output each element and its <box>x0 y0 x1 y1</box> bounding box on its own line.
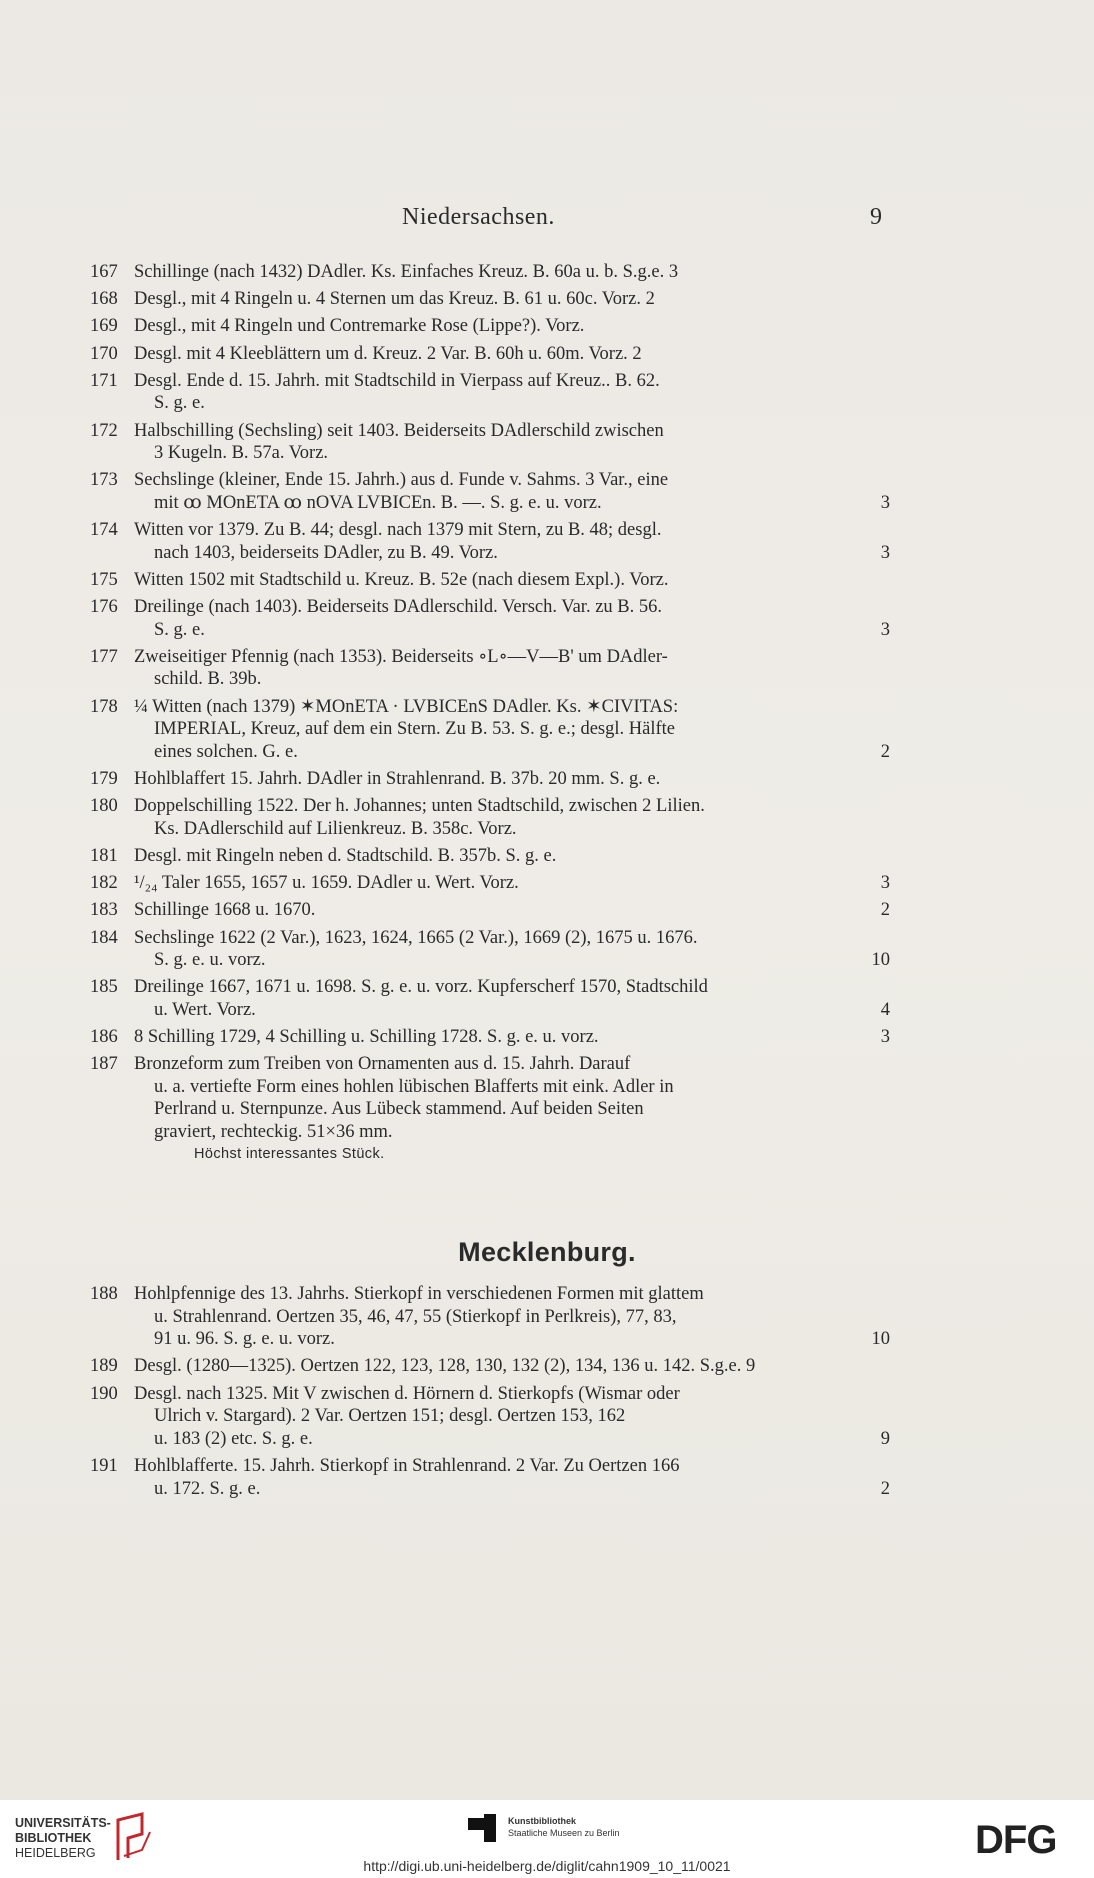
entry-line-text: Desgl. mit Ringeln neben d. Stadtschild. B. 357b. S. g. e. <box>134 845 557 866</box>
library-name-line: HEIDELBERG <box>15 1846 96 1860</box>
catalog-entry <box>90 569 890 592</box>
section-niedersachsen <box>90 261 890 1162</box>
entry-price: 3 <box>880 873 890 894</box>
entry-line <box>134 845 890 868</box>
entry-text <box>134 420 890 465</box>
entry-line <box>134 718 890 741</box>
catalog-entry <box>90 596 890 641</box>
entry-line <box>134 646 890 669</box>
catalog-entry <box>90 899 890 922</box>
entry-line <box>134 1283 890 1306</box>
catalog-entry <box>90 469 890 514</box>
kunstbibliothek-logo-icon <box>466 1812 498 1844</box>
entry-price: 2 <box>880 900 890 921</box>
entry-line <box>134 1355 890 1378</box>
entry-text <box>134 768 890 791</box>
entry-line <box>134 872 890 895</box>
entry-line-text: u. a. vertiefte Form eines hohlen lübischen Blafferts mit eink. Adler in <box>154 1076 674 1097</box>
entry-number: 167 <box>90 262 118 282</box>
entry-text <box>134 976 890 1021</box>
entry-number: 182 <box>90 873 118 894</box>
dfg-logo[interactable]: DFG <box>975 1818 1057 1862</box>
entry-number: 189 <box>90 1356 118 1377</box>
entry-number: 187 <box>90 1054 118 1075</box>
entry-line-text: 3 Kugeln. B. 57a. Vorz. <box>154 443 329 464</box>
entry-line-text: u. Wert. Vorz. <box>154 999 256 1020</box>
entry-line-text: ¹/₂₄ Taler 1655, 1657 u. 1659. DAdler u. Wert. Vorz. <box>134 873 519 894</box>
entry-number: 185 <box>90 977 118 998</box>
entry-line-text: S. g. e. u. vorz. <box>154 950 266 971</box>
footer-bar <box>0 1800 1094 1878</box>
entry-line-text: Hohlpfennige des 13. Jahrhs. Stierkopf in verschiedenen Formen mit glattem <box>134 1284 704 1304</box>
entry-text <box>134 288 890 311</box>
entry-line <box>134 1478 890 1501</box>
entry-line-text: Bronzeform zum Treiben von Ornamenten aus d. 15. Jahrh. Darauf <box>134 1054 631 1075</box>
section-mecklenburg <box>90 1283 890 1505</box>
entry-text <box>134 519 890 564</box>
page-number: 9 <box>870 204 882 230</box>
entry-text <box>134 1026 890 1049</box>
catalog-entry <box>90 872 890 895</box>
entry-line-text: Witten vor 1379. Zu B. 44; desgl. nach 1379 mit Stern, zu B. 48; desgl. <box>134 520 662 541</box>
catalog-entry <box>90 927 890 972</box>
entry-number: 184 <box>90 927 118 948</box>
entry-line <box>134 976 890 999</box>
entry-line <box>134 619 890 642</box>
entry-line <box>134 1076 890 1099</box>
entry-line <box>134 668 890 691</box>
catalog-entry <box>90 1455 890 1500</box>
entry-text <box>134 1283 890 1351</box>
entry-price: 9 <box>880 1428 890 1449</box>
entry-line-text: Desgl., mit 4 Ringeln u. 4 Sternen um das Kreuz. B. 61 u. 60c. Vorz. 2 <box>134 289 655 310</box>
entry-price: 2 <box>880 741 890 762</box>
entry-line <box>134 492 890 515</box>
entry-line <box>134 1026 890 1049</box>
entry-line <box>134 818 890 841</box>
entry-text <box>134 899 890 922</box>
entry-number: 176 <box>90 597 118 618</box>
entry-line <box>134 1053 890 1076</box>
entry-price: 3 <box>880 1027 890 1048</box>
entry-line <box>134 741 890 764</box>
entry-line <box>134 542 890 565</box>
entry-line-text: u. 172. S. g. e. <box>154 1478 261 1499</box>
entry-line <box>134 469 890 492</box>
entry-line-text: Dreilinge (nach 1403). Beiderseits DAdlerschild. Versch. Var. zu B. 56. <box>134 597 662 618</box>
catalog-entry <box>90 1026 890 1049</box>
entry-line <box>134 1306 890 1329</box>
catalog-entry <box>90 343 890 366</box>
entry-number: 174 <box>90 520 118 541</box>
entry-line-text: ¼ Witten (nach 1379) ✶MOnETA · LVBICEnS DAdler. Ks. ✶CIVITAS: <box>134 696 679 717</box>
entry-line <box>134 261 890 284</box>
entry-line <box>134 1383 890 1406</box>
catalog-entry <box>90 370 890 415</box>
entry-note: Höchst interessantes Stück. <box>194 1146 385 1163</box>
entry-number: 169 <box>90 316 118 337</box>
entry-line-text: schild. B. 39b. <box>154 669 262 690</box>
entry-price: 3 <box>880 619 890 640</box>
entry-number: 183 <box>90 900 118 921</box>
entry-line-text: nach 1403, beiderseits DAdler, zu B. 49. Vorz. <box>154 542 498 563</box>
entry-line <box>134 596 890 619</box>
catalog-entry <box>90 315 890 338</box>
entry-number: 180 <box>90 796 118 817</box>
library-name-line: BIBLIOTHEK <box>15 1831 92 1845</box>
entry-line <box>134 569 890 592</box>
entry-line-text: Perlrand u. Sternpunze. Aus Lübeck stammend. Auf beiden Seiten <box>154 1099 644 1120</box>
entry-line-text: Halbschilling (Sechsling) seit 1403. Beiderseits DAdlerschild zwischen <box>134 420 664 441</box>
entry-number: 175 <box>90 569 118 590</box>
entry-number: 177 <box>90 646 118 667</box>
entry-number: 171 <box>90 370 118 391</box>
entry-line <box>134 420 890 443</box>
entry-line-text: Schillinge (nach 1432) DAdler. Ks. Einfaches Kreuz. B. 60a u. b. S.g.e. 3 <box>134 262 679 282</box>
entry-line <box>134 696 890 719</box>
entry-line <box>134 949 890 972</box>
entry-line <box>134 370 890 393</box>
entry-price: 10 <box>871 950 890 971</box>
entry-line <box>134 1328 890 1351</box>
entry-text <box>134 927 890 972</box>
catalog-entry <box>90 420 890 465</box>
entry-line-text: Doppelschilling 1522. Der h. Johannes; unten Stadtschild, zwischen 2 Lilien. <box>134 796 705 817</box>
running-header <box>0 204 1094 234</box>
catalog-entry <box>90 1383 890 1451</box>
entry-line-text: Sechslinge 1622 (2 Var.), 1623, 1624, 1665 (2 Var.), 1669 (2), 1675 u. 1676. <box>134 927 698 948</box>
entry-line-text: S. g. e. <box>154 393 205 414</box>
catalog-entry <box>90 646 890 691</box>
entry-line-text: Hohlblaffert 15. Jahrh. DAdler in Strahlenrand. B. 37b. 20 mm. S. g. e. <box>134 769 661 789</box>
entry-line-text: Schillinge 1668 u. 1670. <box>134 900 316 921</box>
entry-price: 4 <box>880 999 890 1020</box>
entry-number: 188 <box>90 1284 118 1304</box>
entry-line <box>134 1405 890 1428</box>
entry-text <box>134 596 890 641</box>
entry-line-text: Ks. DAdlerschild auf Lilienkreuz. B. 358c. Vorz. <box>154 818 517 839</box>
entry-text <box>134 696 890 764</box>
entry-line <box>134 999 890 1022</box>
entry-number: 172 <box>90 420 118 441</box>
entry-number: 191 <box>90 1455 118 1476</box>
kunstbibliothek-title: Kunstbibliothek <box>508 1816 576 1826</box>
entry-line <box>134 1455 890 1478</box>
catalog-entry <box>90 1355 890 1378</box>
entry-line-text: S. g. e. <box>154 619 205 640</box>
entry-line <box>134 442 890 465</box>
entry-text <box>134 845 890 868</box>
entry-text <box>134 795 890 840</box>
entry-text <box>134 370 890 415</box>
entry-line-text: graviert, rechteckig. 51×36 mm. <box>154 1122 393 1143</box>
catalog-entry <box>90 795 890 840</box>
entry-text <box>134 1383 890 1451</box>
entry-price: 3 <box>880 492 890 513</box>
entry-text <box>134 469 890 514</box>
entry-line-text: Desgl. mit 4 Kleeblättern um d. Kreuz. 2 Var. B. 60h u. 60m. Vorz. 2 <box>134 343 642 364</box>
catalog-entry <box>90 261 890 284</box>
entry-line <box>134 315 890 338</box>
entry-line-text: u. 183 (2) etc. S. g. e. <box>154 1428 313 1449</box>
entry-line-text: eines solchen. G. e. <box>154 741 298 762</box>
library-name-line: UNIVERSITÄTS- <box>15 1816 111 1830</box>
entry-number: 186 <box>90 1027 118 1048</box>
entry-price: 2 <box>880 1478 890 1499</box>
entry-line <box>134 288 890 311</box>
entry-line <box>134 927 890 950</box>
catalog-entry <box>90 1053 890 1143</box>
entry-line-text: mit ꝏ MOnETA ꝏ nOVA LVBICEn. B. —. S. g. e. u. vorz. <box>154 492 602 513</box>
entry-line <box>134 768 890 791</box>
entry-line-text: Hohlblafferte. 15. Jahrh. Stierkopf in Strahlenrand. 2 Var. Zu Oertzen 166 <box>134 1455 680 1476</box>
entry-number: 173 <box>90 470 118 491</box>
entry-price: 3 <box>880 542 890 563</box>
entry-line-text: Ulrich v. Stargard). 2 Var. Oertzen 151; desgl. Oertzen 153, 162 <box>154 1406 626 1427</box>
kunstbibliothek-label[interactable] <box>508 1815 620 1839</box>
entry-line <box>134 392 890 415</box>
entry-number: 178 <box>90 696 118 717</box>
entry-number: 170 <box>90 343 118 364</box>
entry-line-text: Desgl. Ende d. 15. Jahrh. mit Stadtschild in Vierpass auf Kreuz.. B. 62. <box>134 370 660 391</box>
entry-line-text: Witten 1502 mit Stadtschild u. Kreuz. B. 52e (nach diesem Expl.). Vorz. <box>134 569 669 590</box>
entry-text <box>134 569 890 592</box>
entry-line-text: Desgl., mit 4 Ringeln und Contremarke Rose (Lippe?). Vorz. <box>134 316 585 337</box>
catalog-entry <box>90 845 890 868</box>
catalog-entry <box>90 696 890 764</box>
entry-text <box>134 343 890 366</box>
entry-line-text: IMPERIAL, Kreuz, auf dem ein Stern. Zu B. 53. S. g. e.; desgl. Hälfte <box>154 719 675 740</box>
entry-line-text: Zweiseitiger Pfennig (nach 1353). Beiderseits ∘L∘—V—B' um DAdler- <box>134 646 668 667</box>
catalog-entry <box>90 1283 890 1351</box>
entry-line-text: u. Strahlenrand. Oertzen 35, 46, 47, 55 (Stierkopf in Perlkreis), 77, 83, <box>154 1306 677 1327</box>
catalog-entry <box>90 768 890 791</box>
entry-line <box>134 795 890 818</box>
entry-line <box>134 899 890 922</box>
catalog-entry <box>90 519 890 564</box>
page-title: Niedersachsen. <box>402 204 555 230</box>
entry-text <box>134 872 890 895</box>
entry-text <box>134 261 890 284</box>
entry-line-text: 91 u. 96. S. g. e. u. vorz. <box>154 1329 335 1350</box>
permalink-url[interactable]: http://digi.ub.uni-heidelberg.de/diglit/cahn1909_10_11/0021 <box>363 1858 731 1874</box>
entry-text <box>134 646 890 691</box>
entry-line-text: Desgl. (1280—1325). Oertzen 122, 123, 128, 130, 132 (2), 134, 136 u. 142. S.g.e. 9 <box>134 1356 756 1377</box>
entry-text <box>134 1455 890 1500</box>
entry-number: 181 <box>90 845 118 866</box>
entry-line-text: Desgl. nach 1325. Mit V zwischen d. Hörnern d. Stierkopfs (Wismar oder <box>134 1383 680 1404</box>
university-library-logo[interactable] <box>15 1816 111 1861</box>
entry-line <box>134 519 890 542</box>
entry-text <box>134 1053 890 1143</box>
entry-line-text: Sechslinge (kleiner, Ende 15. Jahrh.) aus d. Funde v. Sahms. 3 Var., eine <box>134 470 669 491</box>
entry-price: 10 <box>871 1329 890 1350</box>
entry-line-text: 8 Schilling 1729, 4 Schilling u. Schilling 1728. S. g. e. u. vorz. <box>134 1027 599 1048</box>
section-heading-mecklenburg: Mecklenburg. <box>458 1237 636 1267</box>
entry-text <box>134 315 890 338</box>
entry-line <box>134 1121 890 1144</box>
entry-line-text: Dreilinge 1667, 1671 u. 1698. S. g. e. u. vorz. Kupferscherf 1570, Stadtschild <box>134 977 708 998</box>
kunstbibliothek-subtitle: Staatliche Museen zu Berlin <box>508 1828 620 1838</box>
catalog-entry <box>90 288 890 311</box>
entry-line <box>134 343 890 366</box>
entry-text <box>134 1355 890 1378</box>
entry-line <box>134 1098 890 1121</box>
entry-number: 179 <box>90 769 118 789</box>
catalog-entry <box>90 976 890 1021</box>
entry-number: 190 <box>90 1383 118 1404</box>
entry-line <box>134 1428 890 1451</box>
entry-number: 168 <box>90 289 118 310</box>
ub-logo-icon <box>112 1810 156 1864</box>
